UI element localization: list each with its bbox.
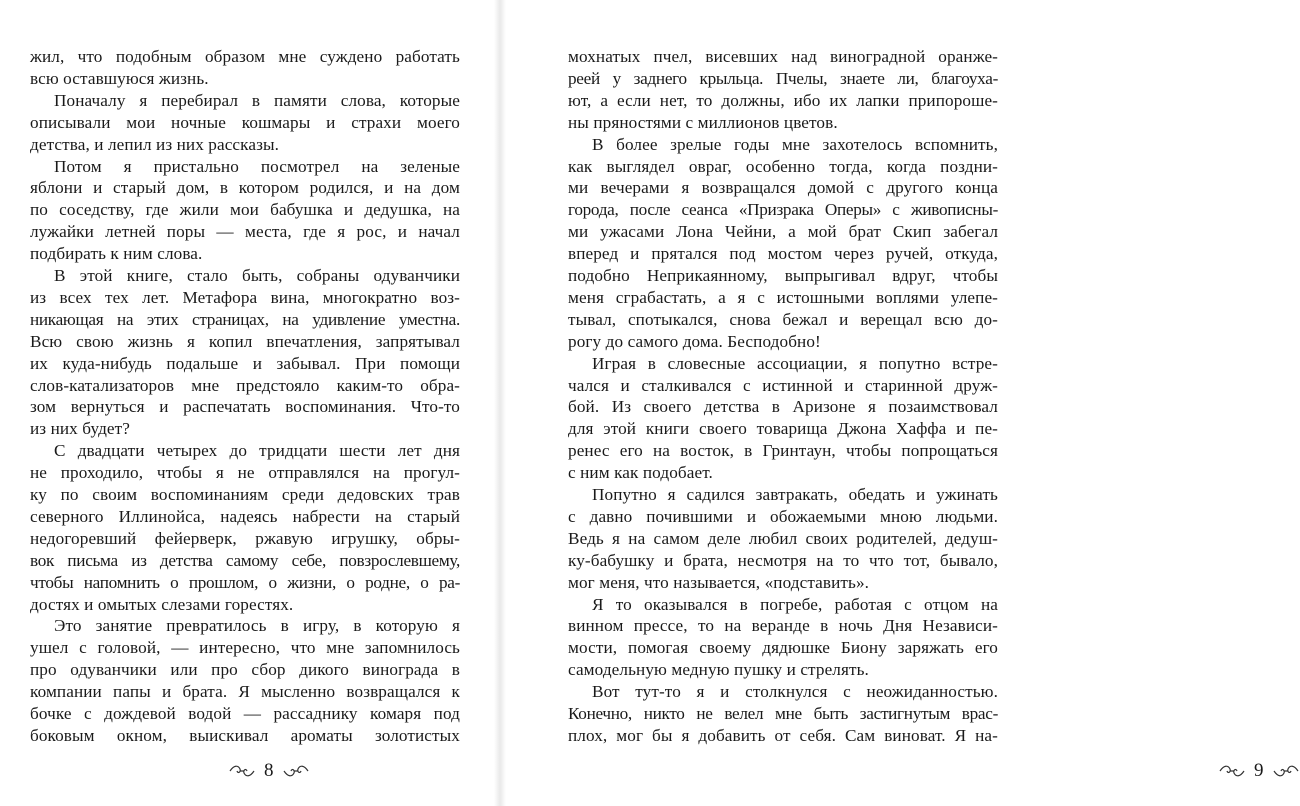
- text-line: описывали мои ночные кошмары и страхи моего: [30, 112, 460, 132]
- text-line: чтобы напомнить о прошлом, о жизни, о родне, о ра-: [30, 572, 460, 592]
- text-line: вперед и прятался под мостом через ручей, откуда,: [568, 244, 998, 264]
- text-line: Потом я пристально посмотрел на зеленые: [54, 156, 460, 176]
- ornament-icon: [1218, 763, 1246, 779]
- text-line: Играя в словесные ассоциации, я попутно встре-: [592, 353, 998, 373]
- right-page: [500, 0, 1264, 806]
- page-number-right: [1218, 760, 1300, 782]
- text-line: Это занятие превратилось в игру, в которую я: [54, 616, 460, 636]
- text-line: ку по своим воспоминаниям среди дедовских трав: [30, 485, 460, 504]
- left-page: [0, 0, 500, 806]
- text-line: мог меня, что называется, «подставить».: [568, 572, 870, 592]
- ornament-icon: [1272, 763, 1300, 779]
- text-line: с ним как подобает.: [568, 463, 713, 483]
- text-line: подбирать к ним слова.: [30, 244, 203, 264]
- text-line: ми вечерами я возвращался домой с другого конца: [568, 178, 998, 198]
- ornament-icon: [228, 763, 256, 779]
- text-line: недогоревший фейерверк, ржавую игрушку, обры-: [30, 528, 460, 548]
- text-line: мохнатых пчел, висевших над виноградной оранже-: [568, 47, 998, 66]
- text-line: никающая на этих страницах, на удивление уместна.: [30, 309, 460, 329]
- text-line: из них будет?: [30, 419, 130, 439]
- text-line: яблони и старый дом, в котором родился, и на дом: [30, 178, 460, 198]
- text-line: компании папы и брата. Я мысленно возвращался к: [30, 682, 460, 702]
- text-line: лужайки летней поры — места, где я рос, и начал: [30, 222, 460, 242]
- page-number: 8: [264, 760, 274, 781]
- text-line: вок письма из детства самому себе, повзрослевшему,: [30, 550, 460, 570]
- text-line: как выглядел овраг, особенно тогда, когда поздни-: [568, 156, 998, 176]
- text-line: Вот тут-то я и столкнулся с неожиданностью.: [592, 682, 998, 702]
- text-line: Поначалу я перебирал в памяти слова, которые: [54, 90, 460, 110]
- text-line: меня сграбастать, а я с истошными воплями улепе-: [568, 287, 998, 307]
- text-line: бочке с дождевой водой — рассаднику комаря под: [30, 704, 460, 723]
- text-line: плох, мог бы я добавить от себя. Сам виноват. Я на-: [568, 725, 998, 745]
- text-line: не проходило, чтобы я не отправлялся на прогул-: [30, 463, 460, 483]
- text-line: с давно почившими и обожаемыми мною людьми.: [568, 506, 998, 526]
- text-line: Конечно, никто не велел мне быть застигнутым врас-: [568, 704, 998, 723]
- page-number-left: [228, 760, 310, 782]
- text-line: ны пряностями с миллионов цветов.: [568, 112, 838, 132]
- text-line: мости, помогая своему дядюшке Биону заряжать его: [568, 638, 998, 658]
- text-line: боковым окном, выискивал ароматы золотистых: [30, 725, 460, 745]
- text-line: Всю свою жизнь я копил впечатления, запрятывал: [30, 331, 460, 351]
- text-line: зом вернуться и распечатать воспоминания. Что-то: [30, 397, 460, 417]
- text-line: северного Иллинойса, надеясь набрести на старый: [30, 506, 460, 526]
- text-line: для этой книги своего товарища Джона Хаффа и пе-: [568, 419, 998, 439]
- text-line: ют, а если нет, то должны, ибо их лапки припороше-: [568, 90, 998, 110]
- text-line: рогу до самого дома. Бесподобно!: [568, 331, 821, 351]
- text-line: ушел с головой, — интересно, что мне запомнилось: [30, 638, 460, 658]
- text-line: города, после сеанса «Призрака Оперы» с живописны-: [568, 200, 998, 220]
- text-line: реей у заднего крыльца. Пчелы, знаете ли, благоуха-: [568, 68, 998, 88]
- text-line: тывал, спотыкался, снова бежал и верещал всю до-: [568, 309, 998, 329]
- text-line: детства, и лепил из них рассказы.: [30, 134, 280, 154]
- text-line: В более зрелые годы мне захотелось вспомнить,: [592, 134, 998, 154]
- text-line: про одуванчики или про сбор дикого винограда в: [30, 660, 460, 680]
- text-line: Ведь я на самом деле любил своих родителей, дедуш-: [568, 528, 998, 548]
- text-line: по соседству, где жили мои бабушка и дедушка, на: [30, 200, 460, 220]
- ornament-icon: [282, 763, 310, 779]
- text-line: их куда-нибудь подальше и забывал. При помощи: [30, 353, 460, 373]
- text-line: жил, что подобным образом мне суждено работать: [30, 47, 460, 66]
- text-line: самодельную медную пушку и стрелять.: [568, 660, 869, 680]
- text-line: чался и сталкивался с истинной и старинной друж-: [568, 375, 998, 395]
- text-line: подобно Неприкаянному, выпрыгивал вдруг, чтобы: [568, 266, 998, 285]
- text-line: В этой книге, стало быть, собраны одуванчики: [54, 266, 460, 285]
- text-line: из всех тех лет. Метафора вина, многократно воз-: [30, 287, 460, 307]
- text-line: всю оставшуюся жизнь.: [30, 68, 209, 88]
- text-line: Я то оказывался в погребе, работая с отцом на: [592, 594, 998, 614]
- text-line: бой. Из своего детства в Аризоне я позаимствовал: [568, 397, 998, 417]
- page-number: 9: [1254, 760, 1264, 781]
- text-line: слов-катализаторов мне предстояло каким-то обра-: [30, 375, 460, 395]
- text-line: ку-бабушку и брата, несмотря на то что тот, бывало,: [568, 550, 998, 570]
- text-line: ми ужасами Лона Чейни, а мой брат Скип забегал: [568, 222, 998, 242]
- text-line: достях и омытых слезами горестях.: [30, 594, 294, 614]
- text-line: С двадцати четырех до тридцати шести лет дня: [54, 441, 460, 461]
- text-line: винном прессе, то на веранде в ночь Дня Независи-: [568, 616, 998, 636]
- text-line: ренес его на восток, в Гринтаун, чтобы попрощаться: [568, 441, 998, 461]
- text-line: Попутно я садился завтракать, обедать и ужинать: [592, 485, 998, 504]
